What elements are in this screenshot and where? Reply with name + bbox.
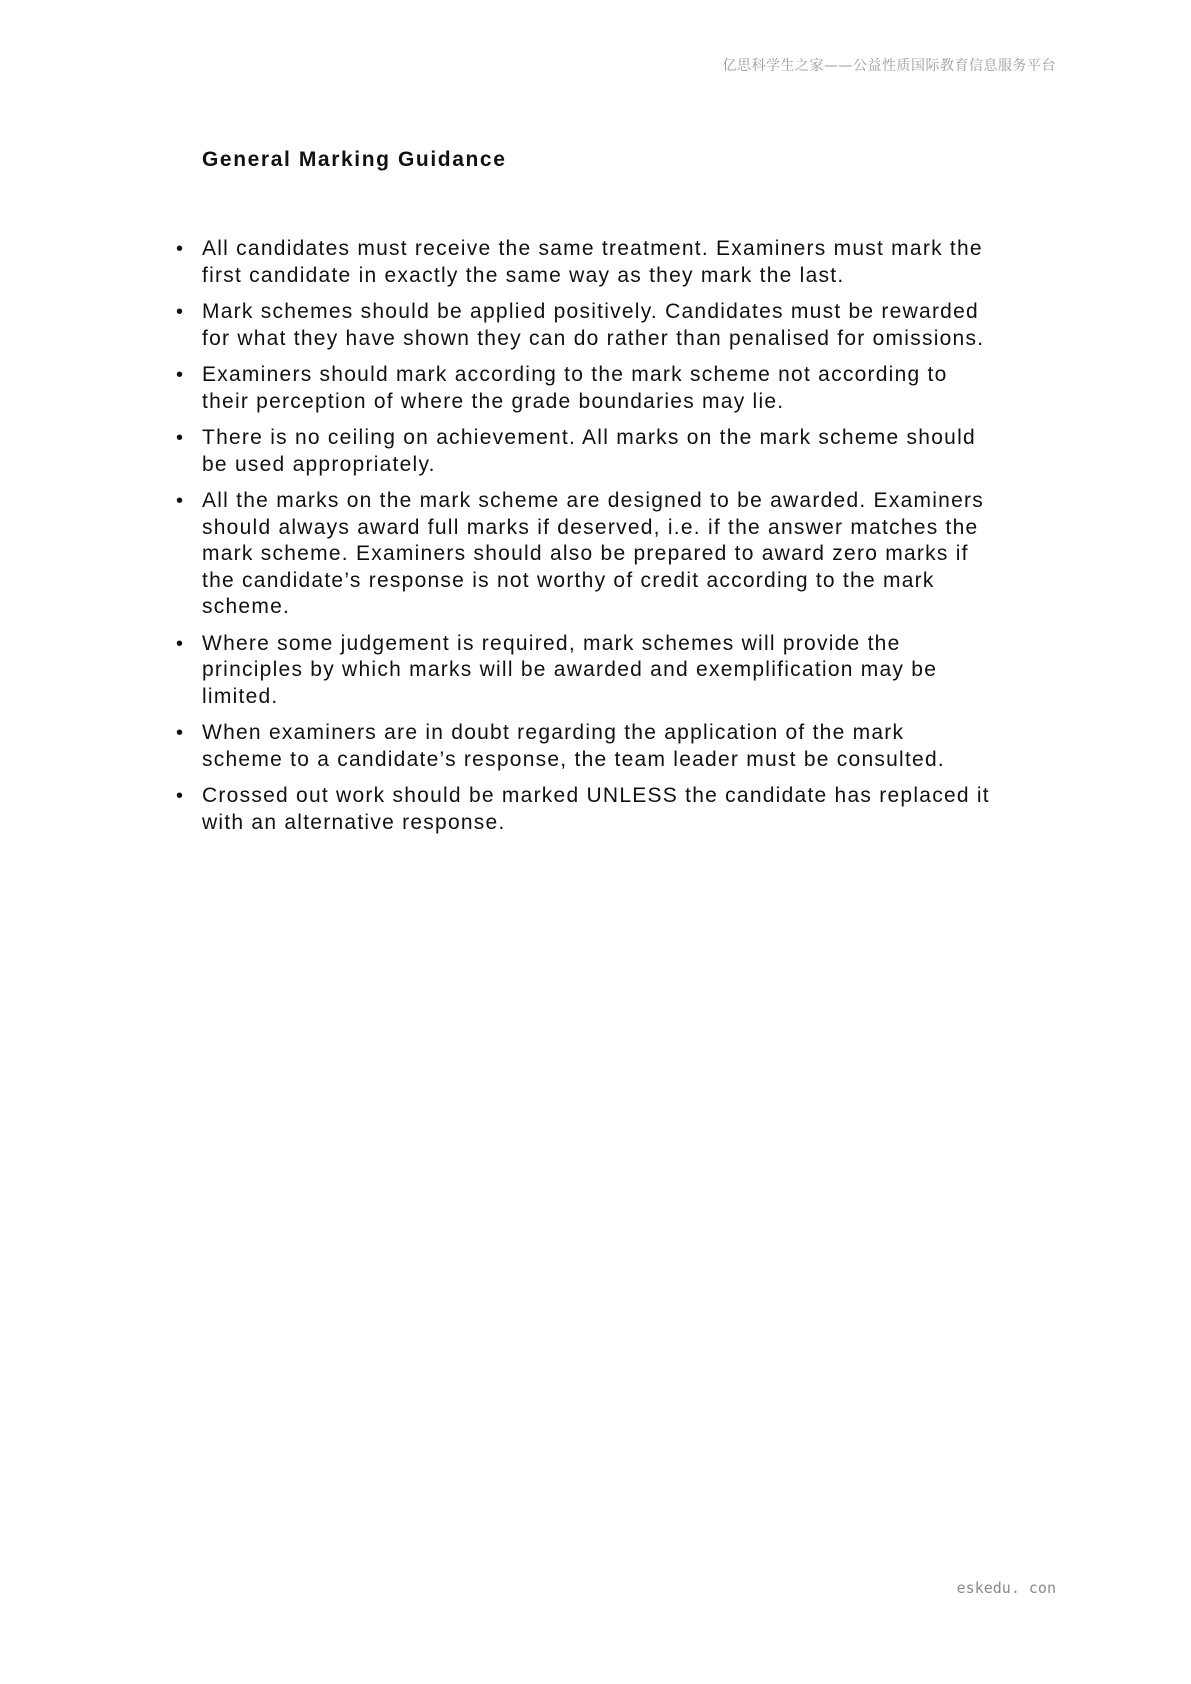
list-item bbox=[176, 488, 992, 621]
list-item-text: When examiners are in doubt regarding the application of the mark scheme to a candidate’s response, the team leader must be consulted. bbox=[202, 721, 946, 771]
bullet-icon: • bbox=[176, 427, 184, 449]
list-item-text: All the marks on the mark scheme are designed to be awarded. Examiners should always award full marks if deserved, i.e. if the answer matches the mark scheme. Examiners should also be prepared to award zero marks if the candidate’s response is not worthy of credit according to the mark scheme. bbox=[202, 489, 985, 618]
bullet-icon: • bbox=[176, 722, 184, 744]
list-item-text: Examiners should mark according to the mark scheme not according to their perception of where the grade boundaries may lie. bbox=[202, 363, 948, 413]
bullet-icon: • bbox=[176, 238, 184, 260]
bullet-icon: • bbox=[176, 785, 184, 807]
bullet-icon: • bbox=[176, 364, 184, 386]
list-item-text: Mark schemes should be applied positively. Candidates must be rewarded for what they have shown they can do rather than penalised for omissions. bbox=[202, 300, 985, 350]
bullet-icon: • bbox=[176, 301, 184, 323]
list-item bbox=[176, 299, 992, 352]
page-header-note: 亿思科学生之家——公益性质国际教育信息服务平台 bbox=[722, 58, 1056, 74]
bullet-icon: • bbox=[176, 632, 184, 655]
guidance-list bbox=[176, 236, 992, 846]
list-item-text: All candidates must receive the same treatment. Examiners must mark the first candidate in exactly the same way as they mark the last. bbox=[202, 237, 983, 287]
list-item bbox=[176, 425, 992, 478]
list-item-text: Where some judgement is required, mark schemes will provide the principles by which marks will be awarded and exemplification may be limited. bbox=[202, 631, 938, 708]
bullet-icon: • bbox=[176, 490, 184, 512]
list-item bbox=[176, 720, 992, 773]
list-item bbox=[176, 783, 992, 836]
list-item bbox=[176, 631, 992, 711]
list-item-text: Crossed out work should be marked UNLESS the candidate has replaced it with an alternative response. bbox=[202, 784, 990, 834]
list-item bbox=[176, 236, 992, 289]
page-footer-note: eskedu. con bbox=[956, 1579, 1056, 1597]
list-item-text: There is no ceiling on achievement. All marks on the mark scheme should be used appropriately. bbox=[202, 426, 976, 476]
page-title: General Marking Guidance bbox=[202, 148, 507, 171]
list-item bbox=[176, 362, 992, 415]
